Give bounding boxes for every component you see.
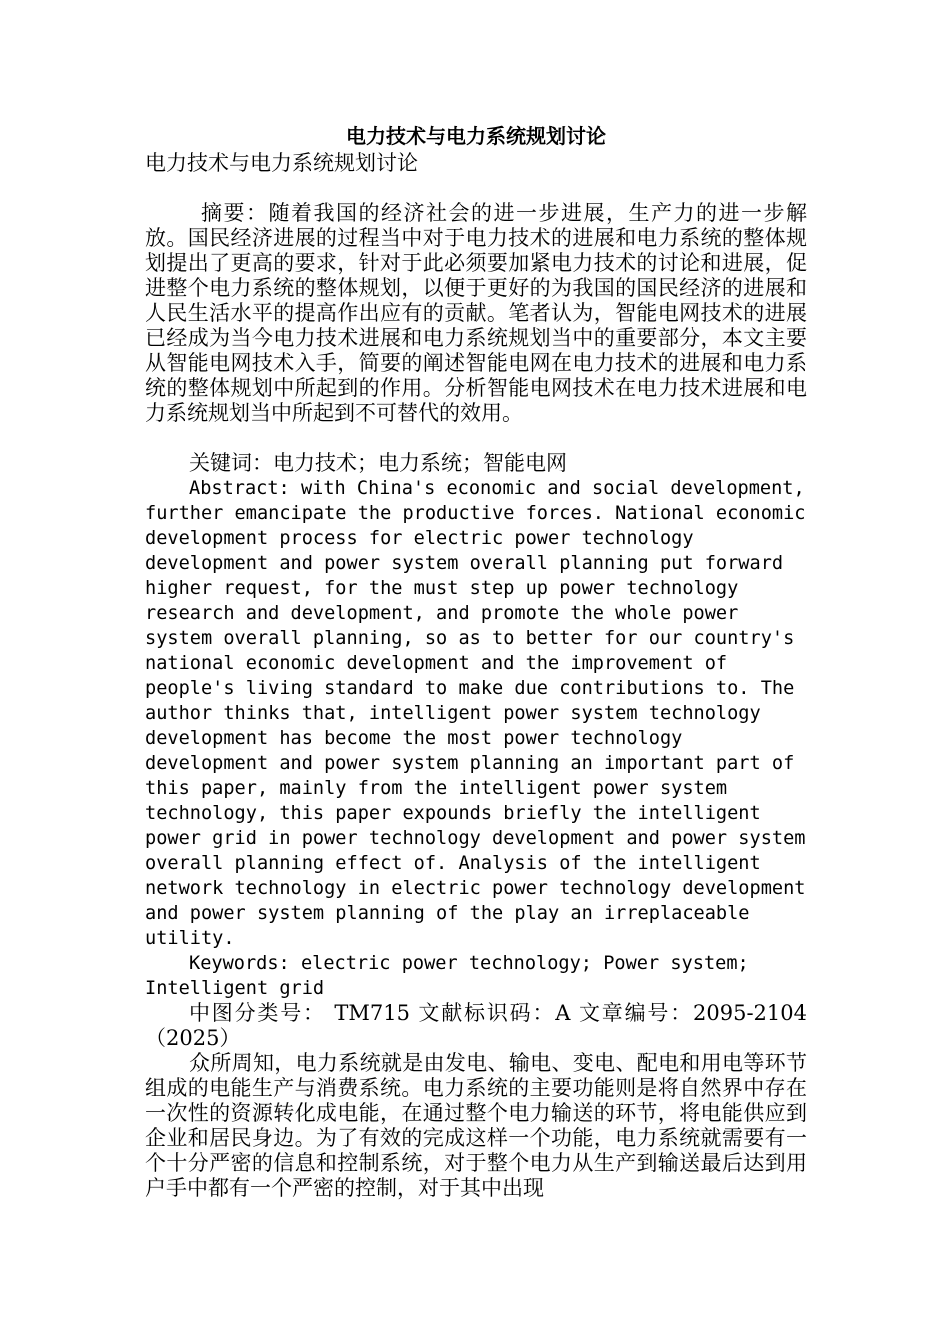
keywords-chinese: 关键词：电力技术；电力系统；智能电网 (189, 451, 567, 475)
paper-subtitle: 电力技术与电力系统规划讨论 (145, 151, 418, 175)
paper-title: 电力技术与电力系统规划讨论 (346, 124, 606, 148)
keywords-english: Keywords: electric power technology; Power system; Intelligent grid (145, 953, 749, 999)
abstract-chinese: 摘要：随着我国的经济社会的进一步进展，生产力的进一步解放。国民经济进展的过程当中对于电力技术的进展和电力系统的整体规划提出了更高的要求，针对于此必须要加紧电力技术的讨论和进展，促进整个电力系统的整体规划，以便于更好的为我国的国民经济的进展和人民生活水平的提高作出应有的贡献。笔者认为，智能电网技术的进展已经成为当今电力技术进展和电力系统规划当中的重要部分，本文主要从智能电网技术入手，简要的阐述智能电网在电力技术的进展和电力系统的整体规划中所起到的作用。分析智能电网技术在电力技术进展和电力系统规划当中所起到不可替代的效用。 (145, 201, 807, 425)
body-paragraph: 众所周知，电力系统就是由发电、输电、变电、配电和用电等环节组成的电能生产与消费系统。电力系统的主要功能则是将自然界中存在一次性的资源转化成电能，在通过整个电力输送的环节，将电能供应到企业和居民身边。为了有效的完成这样一个功能，电力系统就需要有一个十分严密的信息和控制系统，对于整个电力从生产到输送最后达到用户手中都有一个严密的控制，对于其中出现 (145, 1051, 807, 1200)
classification-line: 中图分类号： TM715 文献标识码：A 文章编号：2095-2104（2025） (145, 1001, 807, 1050)
document-body (145, 122, 807, 1201)
abstract-english: Abstract: with China's economic and social development, further emancipate the productive forces. National economic development process for electric power technology development and power system overall planning put forward higher request, for the must step up power technology research and development, and promote the whole power system overall planning, so as to better for our country's national economic development and the improvement of people's living standard to make due contributions to. The author thinks that, intelligent power system technology development has become the most power technology development and power system planning an important part of this paper, mainly from the intelligent power system technology, this paper expounds briefly the intelligent power grid in power technology development and power system overall planning effect of. Analysis of the intelligent network technology in electric power technology development and power system planning of the play an irreplaceable utility. (145, 478, 806, 949)
